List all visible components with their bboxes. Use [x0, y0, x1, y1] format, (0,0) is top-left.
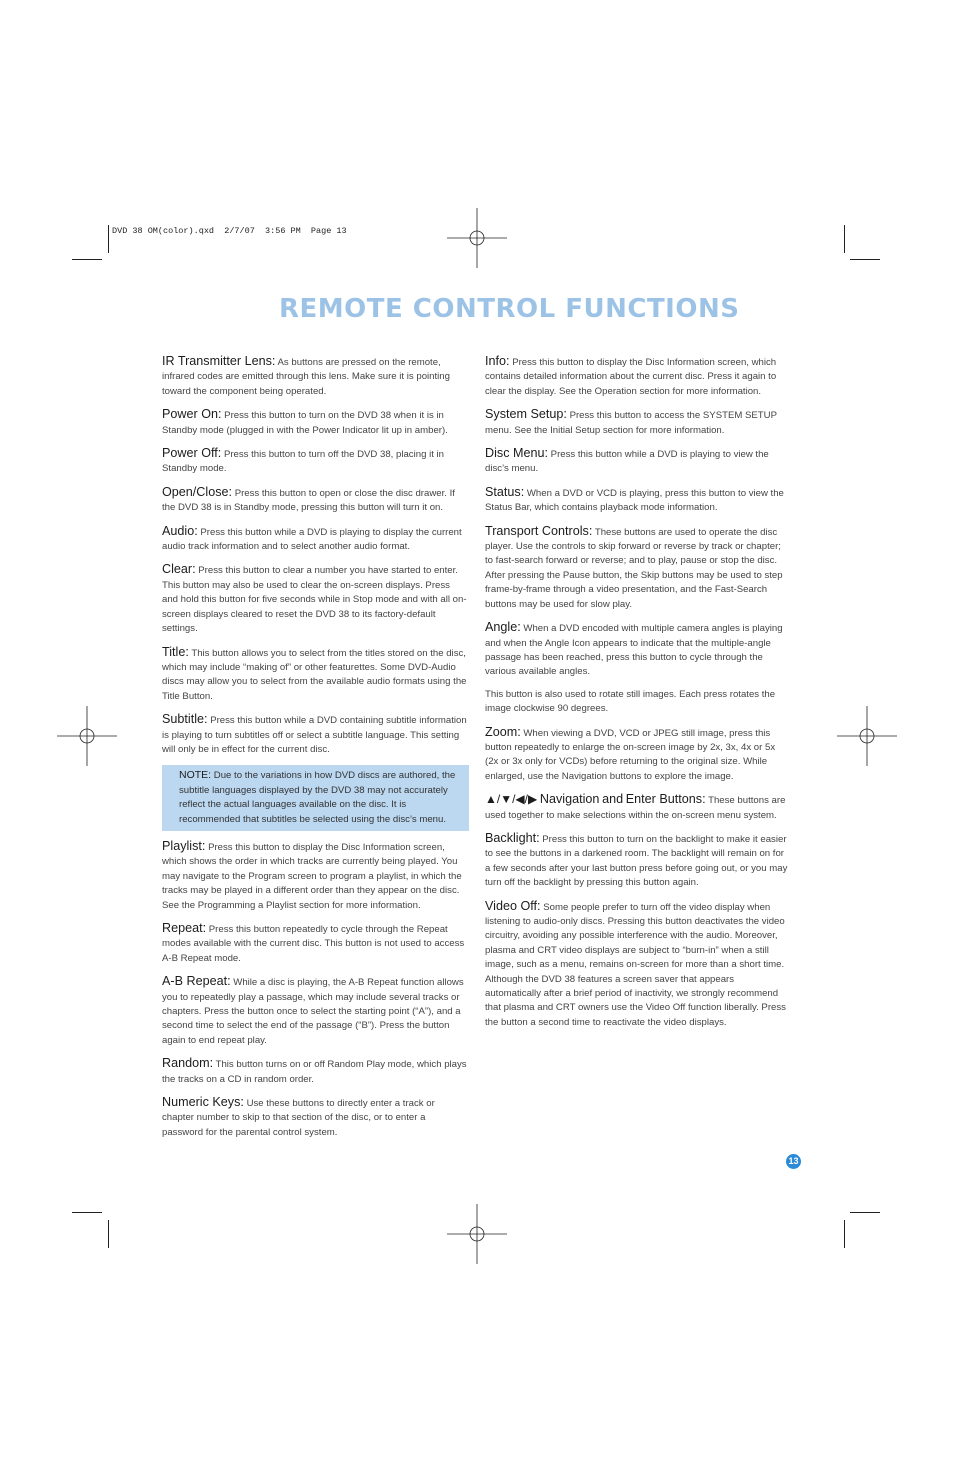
entry-ab-repeat	[162, 974, 468, 1048]
entry-text: Press this button to turn on the backlight to make it easier to see the buttons in a darkened room. The backlight will remain on for a few seconds after your last button press before going out, or you may turn off the backlight by pressing this button again.	[485, 833, 788, 889]
entry-term: Audio:	[162, 523, 198, 538]
entry-text: When a DVD or VCD is playing, press this button to view the Status Bar, which contains playback mode information.	[485, 487, 784, 514]
entry-text: When viewing a DVD, VCD or JPEG still image, press this button repeatedly to enlarge the on-screen image by 2x, 3x, 4x or 5x (2x or 3x only for VCDs) before returning to the original size. While enlarged, use the Navigation buttons to explore the image.	[485, 727, 776, 782]
entry-backlight	[485, 831, 791, 891]
entry-text: These buttons are used to operate the disc player. Use the controls to skip forward or reverse by track or chapter; to fast-search forward or reverse; and to play, pause or stop the disc. After pressing the Pause button, the Skip buttons may be used to step frame-by-frame through a video presentation, and the Fast-Search buttons may be used for slow play.	[485, 526, 783, 610]
entry-text: When a DVD encoded with multiple camera angles is playing and when the Angle Icon appears to indicate that the multiple-angle passage has been reached, press this button to cycle through the various available angles.	[485, 623, 783, 678]
entry-term: Zoom:	[485, 724, 521, 739]
entry-term: Repeat:	[162, 921, 207, 935]
entry-term: Video Off:	[485, 898, 541, 913]
entry-term: Power Off:	[162, 446, 222, 461]
subtitle-note-box	[162, 765, 469, 831]
crop-mark	[850, 1212, 880, 1213]
entry-numeric-keys	[162, 1095, 468, 1140]
entry-power-off	[162, 446, 468, 477]
entry-text: Press this button while a DVD is playing to view the disc’s menu.	[485, 449, 769, 475]
entry-term: Subtitle:	[162, 712, 208, 727]
entry-subtitle	[162, 712, 468, 757]
entry-text: Press this button to clear a number you have started to enter. This button may also be used to clear the on-screen displays. Press and hold this button for five seconds while in Stop mode and with all on-screen displays cleared to reset the DVD 38 to its factory-default settings.	[162, 565, 467, 635]
registration-mark-icon	[57, 706, 117, 766]
entry-text: Press this button repeatedly to cycle through the Repeat modes available with the current disc. This button is not used to access A-B Repeat mode.	[162, 924, 465, 964]
entry-term: Playlist:	[162, 838, 206, 853]
entry-status	[485, 485, 791, 516]
entry-term: IR Transmitter Lens:	[162, 354, 276, 368]
crop-mark	[844, 1220, 845, 1248]
registration-mark-icon	[447, 1204, 507, 1264]
print-slug: DVD 38 OM(color).qxd 2/7/07 3:56 PM Page 13	[112, 226, 347, 236]
crop-mark	[72, 1212, 102, 1213]
entry-text: Press this button to display the Disc Information screen, which shows the order in which tracks are currently being played. You may navigate to the Program screen to program a playlist, in which the tracks may be played in a different order than they appear on the disc. See the Programming a Playlist section for more information.	[162, 841, 462, 911]
entry-text: Some people prefer to turn off the video display when listening to audio-only discs. Pressing this button deactivates the video circuitry, avoiding any possible interference with the audio. Moreover, plasma and CRT video displays are subject to “burn-in” when a still image, such as a menu, remains on-screen for more than a short time. Although the DVD 38 features a screen saver that appears automatically after a brief period of inactivity, we strongly recommend that plasma and CRT owners use the Video Off function liberally. Press the button a second time to reactivate the video displays.	[485, 901, 786, 1028]
crop-mark	[850, 259, 880, 260]
registration-mark-icon	[837, 706, 897, 766]
page-title: REMOTE CONTROL FUNCTIONS	[279, 294, 740, 324]
registration-mark-icon	[447, 208, 507, 268]
entry-open-close	[162, 485, 468, 516]
crop-mark	[108, 1220, 109, 1248]
crop-mark	[844, 225, 845, 253]
entry-term: Title:	[162, 644, 189, 659]
entry-text: Press this button while a DVD containing subtitle information is playing to turn subtitles off or select a subtitle language. This setting will only be in effect for the current disc.	[162, 715, 467, 755]
entry-term: Random:	[162, 1056, 214, 1071]
entry-disc-menu	[485, 446, 791, 477]
entry-text: As buttons are pressed on the remote, infrared codes are emitted through this lens. Make sure it is pointing toward the component being operated.	[162, 357, 450, 397]
entry-random	[162, 1056, 468, 1087]
entry-text: Press this button to turn on the DVD 38 when it is in Standby mode (plugged in with the Power Indicator lit up in amber).	[162, 410, 448, 436]
entry-system-setup	[485, 407, 791, 438]
entry-text: Press this button to open or close the disc drawer. If the DVD 38 is in Standby mode, pressing this button will turn it on.	[162, 487, 455, 514]
entry-term: System Setup:	[485, 407, 567, 422]
entry-term: Enter Buttons:	[625, 792, 706, 807]
entry-term: Transport Controls:	[485, 523, 593, 538]
entry-clear	[162, 562, 468, 636]
entry-text: Use these buttons to directly enter a track or chapter number to skip to that section of the disc, or to enter a password for the parental control system.	[162, 1098, 435, 1138]
entry-term: Angle:	[485, 620, 521, 635]
entry-text: Press this button while a DVD is playing to display the current audio track information and to select another audio format.	[162, 526, 462, 553]
entry-angle-extra: This button is also used to rotate still images. Each press rotates the image clockwise 90 degrees.	[485, 688, 776, 715]
right-column	[485, 354, 791, 1038]
left-column	[162, 354, 468, 1148]
entry-info	[485, 354, 791, 399]
entry-audio	[162, 524, 468, 555]
entry-angle	[485, 620, 791, 680]
entry-text: This button turns on or off Random Play mode, which plays the tracks on a CD in random order.	[162, 1059, 467, 1085]
entry-term: Numeric Keys:	[162, 1095, 244, 1110]
page-number-badge: 13	[786, 1154, 801, 1169]
crop-mark	[72, 259, 102, 260]
entry-term: Clear:	[162, 562, 196, 577]
entry-playlist	[162, 839, 468, 913]
entry-title	[162, 645, 468, 705]
entry-ir-transmitter-lens	[162, 354, 468, 399]
entry-term: Disc Menu:	[485, 446, 548, 461]
note-label: NOTE:	[179, 769, 212, 782]
note-text: Due to the variations in how DVD discs are authored, the subtitle languages displayed by the DVD 38 may not accurately reflect the actual languages available on the disc. It is recommended that subtitles be selected using the disc’s menu.	[179, 770, 456, 825]
entry-power-on	[162, 407, 468, 438]
entry-transport-controls	[485, 524, 791, 612]
entry-text: Press this button to turn off the DVD 38, placing it in Standby mode.	[162, 449, 445, 475]
entry-term: Power On:	[162, 407, 222, 422]
navigation-arrows-icon: ▲/▼/◀/▶	[485, 792, 538, 807]
entry-text: These buttons are used together to make selections within the on-screen menu system.	[485, 795, 786, 821]
entry-term: Open/Close:	[162, 484, 233, 499]
crop-mark	[108, 225, 109, 253]
entry-text: Press this button to display the Disc Information screen, which contains detailed information about the current disc. Press it again to clear the display. See the Operation section for more information.	[485, 357, 777, 397]
entry-navigation-enter	[485, 792, 791, 823]
entry-text: Press this button to access the SYSTEM SETUP menu. See the Initial Setup section for more information.	[485, 410, 777, 436]
entry-video-off	[485, 899, 791, 1031]
entry-term: Status:	[485, 484, 525, 499]
entry-repeat	[162, 921, 468, 966]
entry-term: Info:	[485, 354, 510, 368]
entry-text: This button allows you to select from the titles stored on the disc, which may include “making of” or other featurettes. Some DVD-Audio discs may allow you to select from the available audio formats using the Title Button.	[162, 647, 467, 702]
entry-term: Navigation	[539, 792, 600, 807]
entry-conjunction: and	[602, 792, 624, 807]
entry-zoom	[485, 725, 791, 785]
entry-term: A-B Repeat:	[162, 974, 231, 989]
entry-term: Backlight:	[485, 830, 540, 845]
entry-text: While a disc is playing, the A-B Repeat function allows you to repeatedly play a passage, which may include several tracks or chapters. Press the button once to select the starting point (“A”), and a second time to select the end of the passage (“B”). Press the button again to end repeat play.	[162, 977, 464, 1046]
